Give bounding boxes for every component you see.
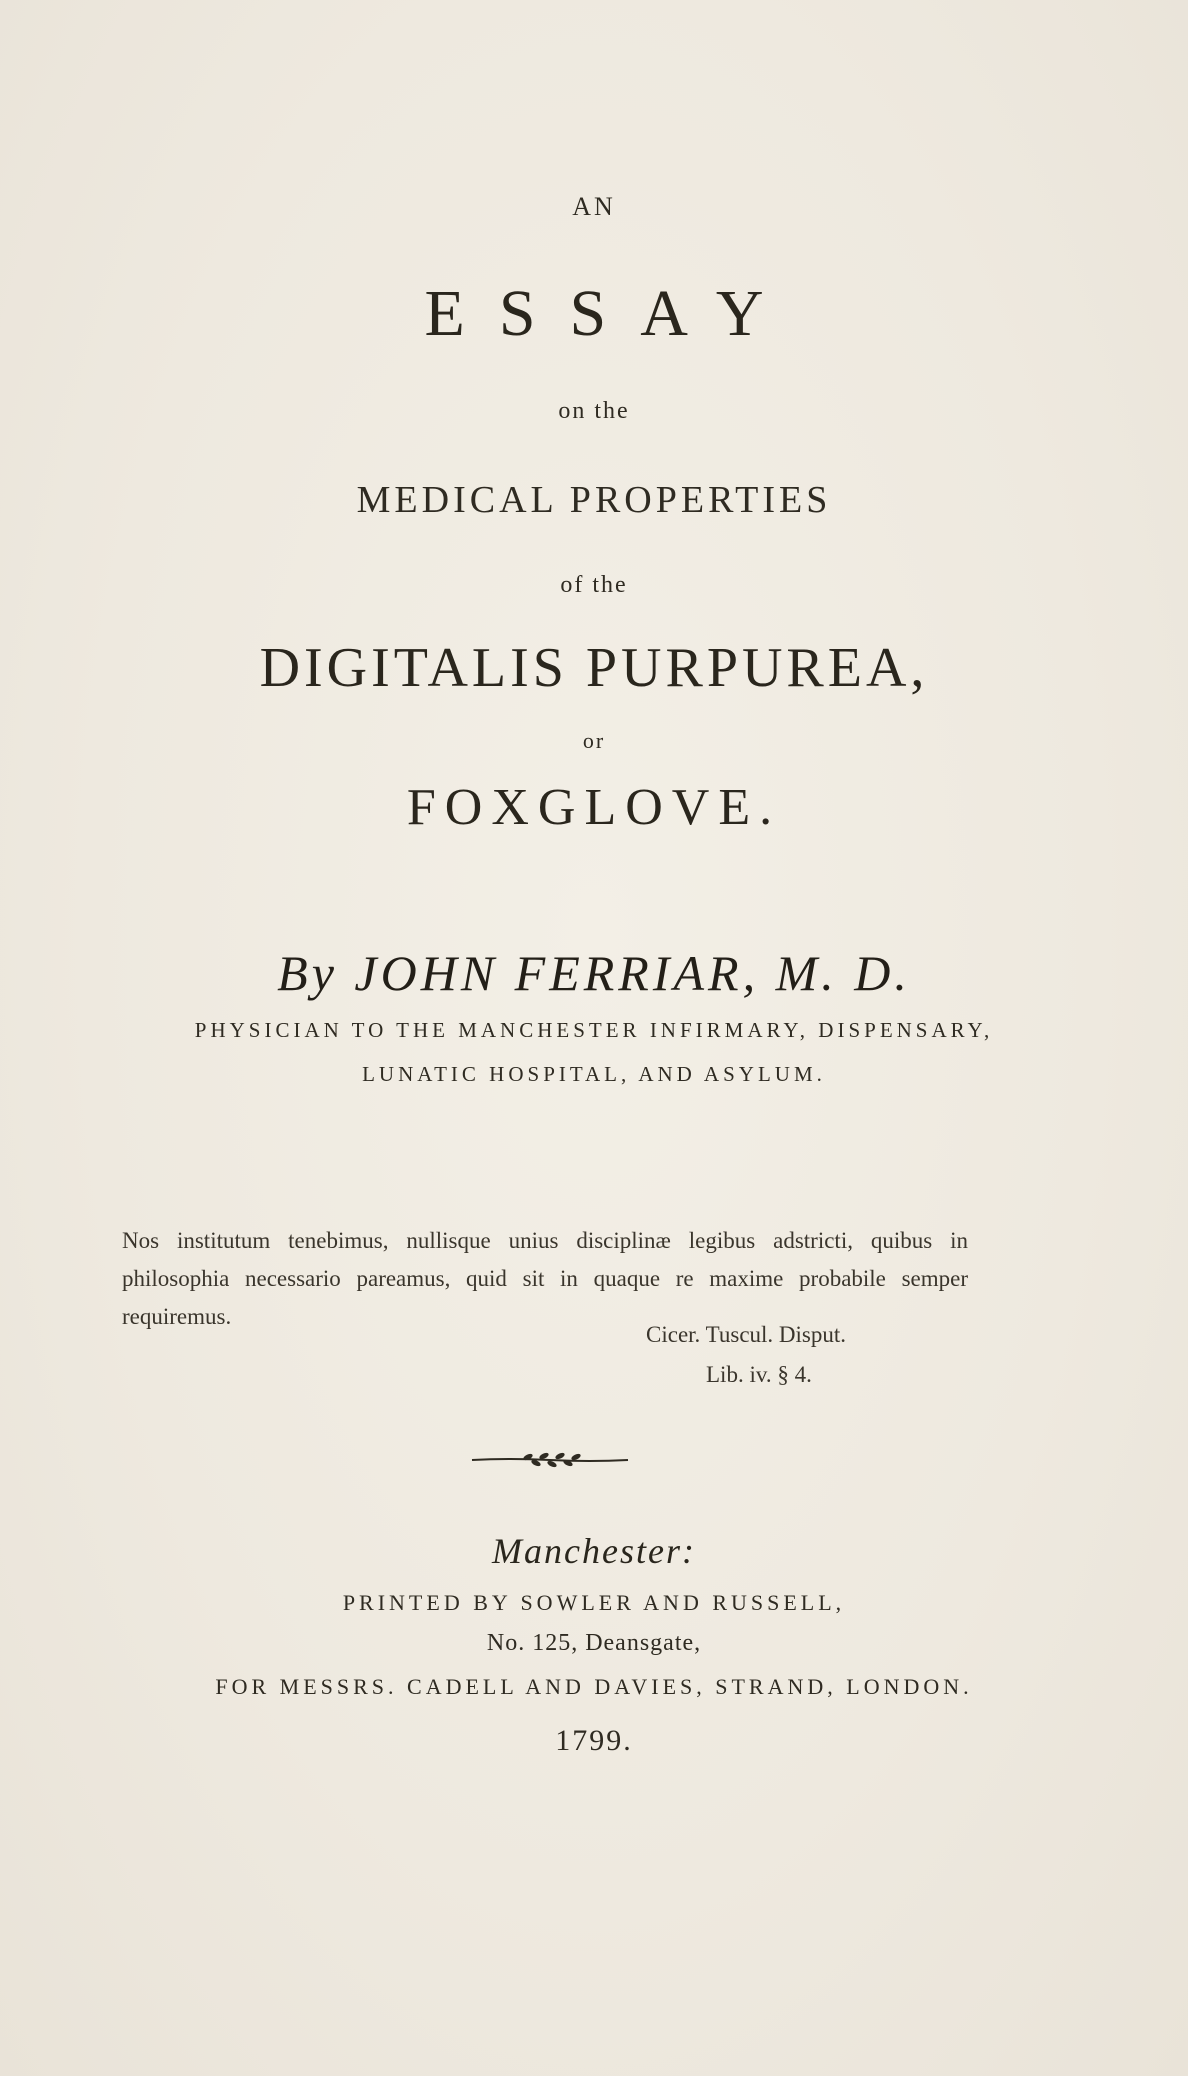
imprint-year: 1799. <box>555 1724 633 1757</box>
epigraph-citation-line1: Cicer. Tuscul. Disput. <box>646 1322 847 1347</box>
title-foxglove: FOXGLOVE. <box>406 779 782 836</box>
printers-ornament <box>470 1448 630 1472</box>
title-or: or <box>582 728 606 753</box>
imprint-place: Manchester: <box>492 1531 696 1571</box>
title-on-the: on the <box>558 398 630 424</box>
title-digitalis-purpurea: DIGITALIS PURPUREA, <box>259 637 929 699</box>
epigraph-text: Nos institutum tenebimus, nullisque unius disciplinæ legibus adstricti, quibus in philosophia necessario pareamus, quid sit in quaque re maxime probabile semper requiremus. <box>122 1228 968 1329</box>
title-an: AN <box>572 192 616 221</box>
author-byline: By JOHN FERRIAR, M. D. <box>277 945 911 1001</box>
imprint-address: No. 125, Deansgate, <box>486 1630 702 1656</box>
author-credentials-line1: PHYSICIAN TO THE MANCHESTER INFIRMARY, DISPENSARY, <box>194 1018 994 1042</box>
title-medical-properties: MEDICAL PROPERTIES <box>356 479 832 521</box>
imprint-printer: PRINTED BY SOWLER AND RUSSELL, <box>342 1590 846 1615</box>
author-credentials-line2: LUNATIC HOSPITAL, AND ASYLUM. <box>362 1062 826 1086</box>
title-of-the: of the <box>560 572 628 598</box>
title-essay: ESSAY <box>424 277 798 350</box>
imprint-sellers: FOR MESSRS. CADELL AND DAVIES, STRAND, LONDON. <box>215 1674 973 1699</box>
epigraph-citation-line2: Lib. iv. § 4. <box>706 1362 812 1387</box>
